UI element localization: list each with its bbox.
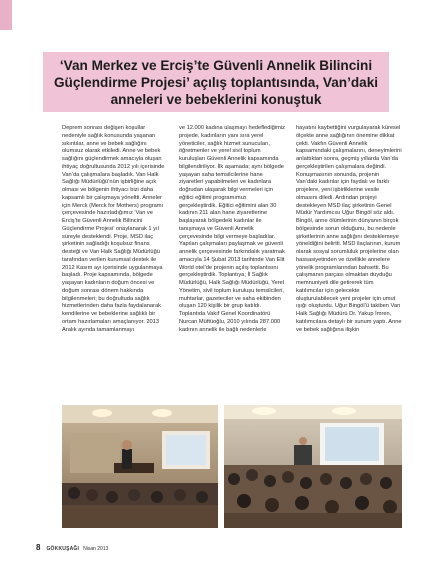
- photo-audience-image: [224, 405, 402, 528]
- column-text: Deprem sonrası değişen koşullar nedeniyle sağlık konusunda yaşanan sıkıntılar, anne ve bebek sağlığını olumsuz olarak etkiledi. Anne ve bebek sağlığını güçlendirmek amacıyla oluşan ihtiyaç doğrultusunda 2012 yılı içerisinde Van’da çalışmalara başladık. Van Halk Sağlığı Müdürlüğü’nün işbirliğine açık olması ve bölgenin ihtiyacı bizi daha kapsamlı bir çalışmaya yöneltti. Anneler için Merck (Merck for Mothers) programı çerçevesinde hazırladığımız ‘Van ve Erciş’te Güvenli Annelik Bilincini Güçlendirme Projesi’ onaylanarak 1 yıl süreyle desteklendi. Proje, MSD ilaç şirketinin sağladığı koşulsuz finans desteği ve Van Halk Sağlığı Müdürlüğü tarafından verilen kurumsal destek ile 2012 Kasım ayı içerisinde uygulanmaya başladı. Proje kapsamında, bölgede yaşayan kadınların doğum öncesi ve doğum sonrası dönem hakkında bilgilenmeleri; bu doğrultuda sağlık hizmetlerinden daha fazla faydalanarak kendilerine ve bebeklerine sağlıklı bir ortam hazırlamaları amaçlanıyor. 2013 Aralık ayında tamamlanmayı: [62, 125, 165, 333]
- photo-speaker-podium: [62, 405, 218, 528]
- issue-date: Nisan 2013: [83, 546, 109, 552]
- article-columns: [62, 125, 402, 396]
- page-number: 8: [36, 543, 41, 552]
- photo-speaker-image: [62, 405, 218, 528]
- article-column-2: [179, 125, 285, 396]
- article-column-3: [296, 125, 402, 396]
- headline-box: [43, 52, 389, 112]
- headline: ‘Van Merkez ve Erciş’te Güvenli Annelik Bilincini Güçlendirme Projesi’ açılış toplantısında, Van’daki anneleri ve bebeklerini konuştuk: [53, 57, 379, 107]
- page-footer: [36, 543, 108, 553]
- article-column-1: [62, 125, 168, 396]
- column-text: ve 12.000 kadına ulaşmayı hedeflediğimiz projede, kadınların yanı sıra yerel yöneticiler, sağlık hizmet sunucuları, öğretmenler ve yerel sivil toplum kuruluşları Güvenli Annelik kapsamında bilgilendiriliyor. İlk aşamada; aynı bölgede yaşayan saha temsilcilerine hane ziyaretleri yapabilmeleri ve kadınlara doğrudan ulaşarak bilgi vermeleri için eğitici eğitimi programımızı gerçekleştirdik. Eğitici eğitimini alan 30 kadının 211 alan hane ziyaretlerine başlayarak bölgedeki kadınlar ile tanışmaya ve Güvenli Annelik çerçevesinde bilgi vermeye başladılar. Yapılan çalışmaları paylaşmak ve güvenli annelik çerçevesinde farkındalık yaratmak amacıyla 14 Şubat 2013 tarihinde Van Elit World otel’de projenin açılış toplantısını gerçekleştirdik. Toplantıya; İl Sağlık Müdürlüğü, Halk Sağlığı Müdürlüğü, Yerel Yönetim, sivil toplum kuruluşu temsilcileri, muhtarlar, gazeteciler ve saha ekibinden oluşan 120 kişilik bir grup katıldı. Toplantıda Vakıf Genel Koordinatörü Nurcan Müftüoğlu, 2010 yılında 287.000 kadının annelik ile bağlı nedenlerle: [179, 125, 285, 333]
- corner-accent: [0, 0, 12, 30]
- column-text: hayatını kaybettiğini vurgulayarak küresel ölçekte anne sağlığının önemine dikkat çekti. Vakfın Güvenli Annelik kapsamındaki çalışmalarını, deneyimlerini anlattıktan sonra, geçmiş yıllarda Van’da gerçekleştirilen çalışmalara değindi. Konuşmasının sonunda, projenin Van’daki kadınlar için faydalı ve farklı projelere, yeni işbirliklerine vesile olmasını diledi. Ardından projeyi destekleyen MSD ilaç şirketinin Genel Müdür Yardımcısı Uğur Bingöl söz aldı. Bingöl, anne ölümlerinin dünyanın birçok bölgesinde sorun olduğunu, bu nedenle şirketlerinin anne sağlığını desteklemeye yöneldiğini belirtti. MSD ilaçlarının, kurum olarak sosyal sorumluluk projelerine olan hassasiyetinden ve özellikle annelere yönelik programlarından bahsetti. Bu çalışmanın parçası olmaktan duyduğu memnuniyeti dile getirerek tüm katılımcılar için gelecekte oluşturulabilecek yeni projeler için umut ışığı oluşturdu. Uğur Bingöl’ü takiben Van Halk Sağlığı Müdürü Dr. Yakup İmren, katılımcılara detaylı bir sunum yaptı. Anne ve bebek sağlığına ilişkin: [296, 125, 402, 333]
- magazine-name: GÖKKUŞAĞI: [46, 546, 80, 552]
- photo-audience: [224, 405, 402, 528]
